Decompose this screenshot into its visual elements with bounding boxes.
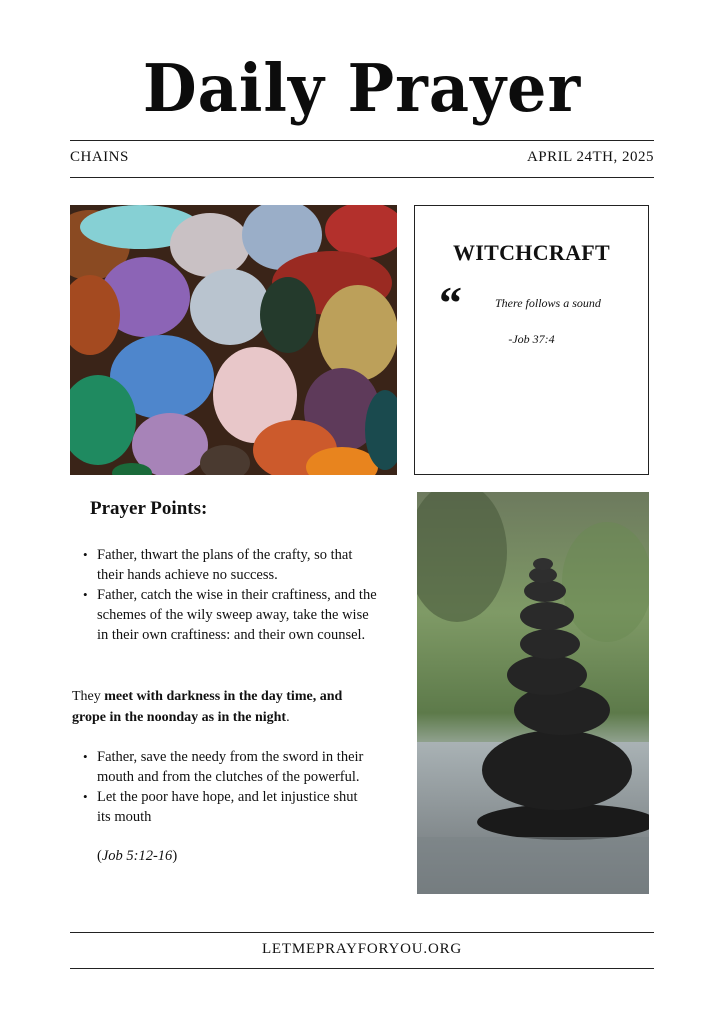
prayer-points-heading: Prayer Points: xyxy=(90,498,208,519)
list-item: • Father, catch the wise in their craftiness, and the schemes of the wily sweep away, take the wise in their own craftiness: and their own counsel. xyxy=(80,585,380,645)
list-item: • Let the poor have hope, and let injustice shut its mouth xyxy=(80,787,370,827)
footer-rule-bottom xyxy=(70,968,654,969)
verse-paragraph xyxy=(72,686,372,728)
scripture-citation xyxy=(97,848,177,865)
list-item: • Father, thwart the plans of the crafty, so that their hands achieve no success. xyxy=(80,545,380,585)
quote-text: There follows a sound xyxy=(495,296,601,310)
footer-site-link: LETMEPRAYFORYOU.ORG xyxy=(261,941,463,957)
page-title: Daily Prayer xyxy=(142,50,582,127)
prayer-points-list-second xyxy=(80,747,370,827)
category-label: CHAINS xyxy=(70,149,129,165)
feature-title: WITCHCRAFT xyxy=(452,240,610,265)
quote-reference: -Job 37:4 xyxy=(508,332,555,346)
stacked-stones-image xyxy=(417,492,649,894)
prayer-points-list-first xyxy=(80,545,380,645)
verse-intro: They xyxy=(72,689,105,704)
citation-close: ) xyxy=(172,848,178,864)
list-item: • Father, save the needy from the sword in their mouth and from the clutches of the powerful. xyxy=(80,747,370,787)
citation-open: ( xyxy=(97,848,102,864)
date-label: APRIL 24TH, 2025 xyxy=(526,149,654,165)
verse-bold: meet with darkness in the day time, and grope in the noonday as in the night xyxy=(72,689,343,725)
gemstones-image xyxy=(70,205,397,475)
verse-end: . xyxy=(286,710,290,725)
quote-mark-icon: “ xyxy=(439,277,462,328)
header-rule-bottom xyxy=(70,177,654,178)
header-rule-top xyxy=(70,140,654,141)
feature-quote-box xyxy=(414,205,649,475)
footer-rule-top xyxy=(70,932,654,933)
citation-reference: Job 5:12-16 xyxy=(101,848,173,864)
